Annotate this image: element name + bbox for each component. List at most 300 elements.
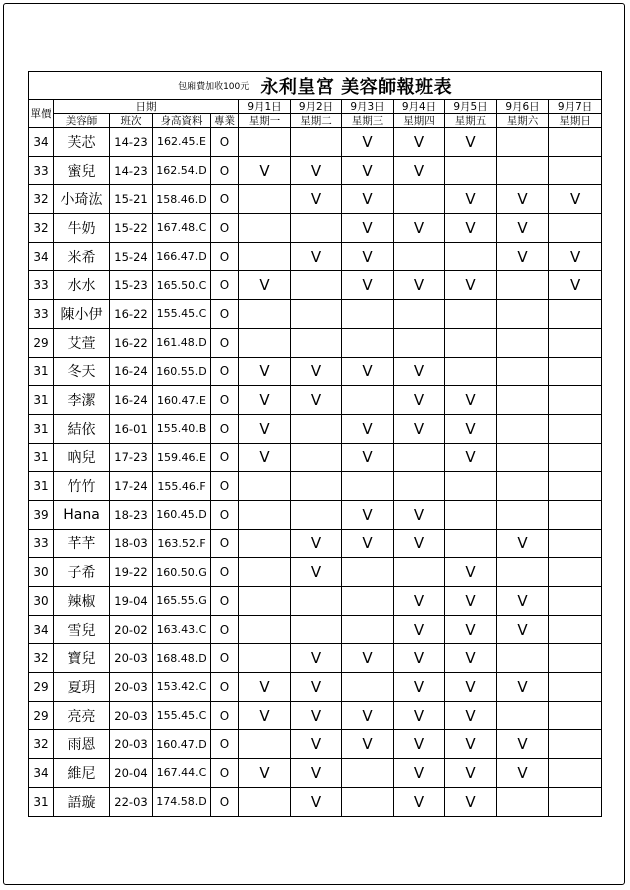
price-cell: 32 [29, 644, 54, 673]
day-mark-cell [291, 271, 342, 300]
day-mark-cell [342, 386, 394, 415]
height-cell: 155.40.B [153, 414, 211, 443]
day-mark-cell: V [394, 615, 445, 644]
name-cell: 芙芯 [54, 128, 110, 157]
day-mark-cell [239, 500, 291, 529]
day-mark-cell [497, 156, 549, 185]
shift-cell: 16-24 [110, 386, 153, 415]
day-mark-cell: V [497, 673, 549, 702]
day-mark-cell: V [394, 156, 445, 185]
pro-header: 專業 [211, 114, 239, 128]
date-header: 9月5日 [445, 100, 497, 114]
day-mark-cell [394, 328, 445, 357]
shift-cell: 20-02 [110, 615, 153, 644]
shift-cell: 14-23 [110, 156, 153, 185]
shift-cell: 19-04 [110, 587, 153, 616]
day-mark-cell: V [291, 529, 342, 558]
name-cell: 亮亮 [54, 701, 110, 730]
date-group-header: 日期 [54, 100, 239, 114]
price-cell: 39 [29, 500, 54, 529]
height-cell: 155.45.C [153, 701, 211, 730]
height-cell: 160.47.D [153, 730, 211, 759]
day-mark-cell: V [239, 357, 291, 386]
room-fee-note: 包廂費加收100元 [178, 82, 250, 92]
price-cell: 31 [29, 472, 54, 501]
day-mark-cell: V [342, 242, 394, 271]
shift-header: 班次 [110, 114, 153, 128]
table-row [29, 472, 602, 501]
day-mark-cell [342, 759, 394, 788]
day-mark-cell [342, 673, 394, 702]
day-mark-cell [549, 759, 602, 788]
pro-cell: O [211, 128, 239, 157]
day-mark-cell: V [394, 644, 445, 673]
pro-cell: O [211, 529, 239, 558]
day-mark-cell [445, 500, 497, 529]
day-mark-cell: V [394, 500, 445, 529]
day-mark-cell: V [445, 615, 497, 644]
day-mark-cell: V [342, 730, 394, 759]
shift-cell: 18-23 [110, 500, 153, 529]
price-cell: 29 [29, 328, 54, 357]
table-row [29, 730, 602, 759]
pro-cell: O [211, 587, 239, 616]
day-mark-cell: V [445, 673, 497, 702]
day-mark-cell [497, 386, 549, 415]
price-cell: 33 [29, 300, 54, 329]
day-mark-cell [291, 414, 342, 443]
height-header: 身高資料 [153, 114, 211, 128]
day-mark-cell [394, 300, 445, 329]
day-mark-cell: V [394, 759, 445, 788]
day-mark-cell: V [239, 271, 291, 300]
day-mark-cell [239, 587, 291, 616]
table-row [29, 242, 602, 271]
day-mark-cell: V [291, 242, 342, 271]
table-row [29, 185, 602, 214]
price-cell: 32 [29, 730, 54, 759]
day-mark-cell: V [445, 787, 497, 816]
day-mark-cell [549, 156, 602, 185]
pro-cell: O [211, 242, 239, 271]
name-cell: 蜜兒 [54, 156, 110, 185]
day-mark-cell: V [445, 730, 497, 759]
day-mark-cell: V [497, 730, 549, 759]
pro-cell: O [211, 759, 239, 788]
price-cell: 31 [29, 357, 54, 386]
name-cell: 米希 [54, 242, 110, 271]
day-mark-cell: V [497, 529, 549, 558]
day-mark-cell: V [394, 787, 445, 816]
day-mark-cell [239, 644, 291, 673]
page-title: 永利皇宮 美容師報班表 [260, 76, 453, 98]
name-cell: 牛奶 [54, 214, 110, 243]
day-mark-cell: V [497, 242, 549, 271]
weekday-header: 星期二 [291, 114, 342, 128]
day-mark-cell: V [445, 701, 497, 730]
table-row [29, 128, 602, 157]
day-mark-cell: V [342, 443, 394, 472]
weekday-header: 星期五 [445, 114, 497, 128]
day-mark-cell: V [497, 587, 549, 616]
day-mark-cell [549, 472, 602, 501]
height-cell: 153.42.C [153, 673, 211, 702]
table-row [29, 357, 602, 386]
table-row [29, 558, 602, 587]
header-row-columns [29, 114, 602, 128]
pro-cell: O [211, 701, 239, 730]
day-mark-cell [239, 787, 291, 816]
day-mark-cell: V [291, 386, 342, 415]
day-mark-cell: V [445, 759, 497, 788]
table-row [29, 615, 602, 644]
day-mark-cell [549, 214, 602, 243]
day-mark-cell: V [342, 644, 394, 673]
day-mark-cell [239, 242, 291, 271]
day-mark-cell: V [239, 673, 291, 702]
day-mark-cell: V [394, 271, 445, 300]
day-mark-cell: V [291, 558, 342, 587]
day-mark-cell: V [239, 759, 291, 788]
pro-cell: O [211, 185, 239, 214]
pro-cell: O [211, 156, 239, 185]
name-cell: 吶兒 [54, 443, 110, 472]
table-row [29, 644, 602, 673]
price-cell: 31 [29, 787, 54, 816]
name-cell: 艾萱 [54, 328, 110, 357]
day-mark-cell [497, 500, 549, 529]
shift-cell: 15-22 [110, 214, 153, 243]
shift-cell: 22-03 [110, 787, 153, 816]
day-mark-cell [445, 242, 497, 271]
day-mark-cell [394, 185, 445, 214]
day-mark-cell [239, 730, 291, 759]
shift-cell: 17-24 [110, 472, 153, 501]
weekday-header: 星期一 [239, 114, 291, 128]
day-mark-cell: V [291, 156, 342, 185]
table-row [29, 386, 602, 415]
day-mark-cell [497, 300, 549, 329]
day-mark-cell [549, 300, 602, 329]
pro-cell: O [211, 443, 239, 472]
day-mark-cell: V [239, 386, 291, 415]
price-cell: 29 [29, 673, 54, 702]
shift-cell: 20-03 [110, 673, 153, 702]
day-mark-cell: V [291, 759, 342, 788]
price-cell: 34 [29, 615, 54, 644]
shift-cell: 15-23 [110, 271, 153, 300]
pro-cell: O [211, 730, 239, 759]
name-cell: 語璇 [54, 787, 110, 816]
height-cell: 161.48.D [153, 328, 211, 357]
day-mark-cell [549, 500, 602, 529]
day-mark-cell: V [342, 214, 394, 243]
day-mark-cell [445, 328, 497, 357]
day-mark-cell [291, 328, 342, 357]
table-row [29, 701, 602, 730]
height-cell: 160.50.G [153, 558, 211, 587]
day-mark-cell: V [291, 787, 342, 816]
shift-cell: 19-22 [110, 558, 153, 587]
day-mark-cell [445, 529, 497, 558]
day-mark-cell: V [445, 443, 497, 472]
day-mark-cell [497, 443, 549, 472]
price-cell: 34 [29, 242, 54, 271]
table-row [29, 529, 602, 558]
day-mark-cell: V [291, 701, 342, 730]
weekday-header: 星期日 [549, 114, 602, 128]
day-mark-cell [549, 615, 602, 644]
day-mark-cell: V [394, 414, 445, 443]
shift-cell: 16-24 [110, 357, 153, 386]
day-mark-cell: V [342, 701, 394, 730]
shift-cell: 20-04 [110, 759, 153, 788]
shift-cell: 15-21 [110, 185, 153, 214]
day-mark-cell [549, 787, 602, 816]
shift-cell: 20-03 [110, 730, 153, 759]
day-mark-cell: V [291, 357, 342, 386]
day-mark-cell: V [291, 644, 342, 673]
date-header: 9月3日 [342, 100, 394, 114]
day-mark-cell [239, 558, 291, 587]
day-mark-cell [445, 357, 497, 386]
name-cell: 冬天 [54, 357, 110, 386]
height-cell: 158.46.D [153, 185, 211, 214]
day-mark-cell [394, 472, 445, 501]
day-mark-cell: V [342, 185, 394, 214]
price-cell: 31 [29, 443, 54, 472]
day-mark-cell: V [342, 156, 394, 185]
table-row [29, 443, 602, 472]
day-mark-cell [239, 328, 291, 357]
price-cell: 32 [29, 214, 54, 243]
day-mark-cell [549, 558, 602, 587]
table-row [29, 500, 602, 529]
day-mark-cell [342, 328, 394, 357]
name-cell: 雪兒 [54, 615, 110, 644]
day-mark-cell [291, 443, 342, 472]
day-mark-cell: V [394, 587, 445, 616]
pro-cell: O [211, 500, 239, 529]
pro-cell: O [211, 787, 239, 816]
name-cell: 辣椒 [54, 587, 110, 616]
pro-cell: O [211, 300, 239, 329]
price-cell: 29 [29, 701, 54, 730]
day-mark-cell: V [239, 156, 291, 185]
name-cell: 李潔 [54, 386, 110, 415]
day-mark-cell [497, 558, 549, 587]
day-mark-cell: V [291, 730, 342, 759]
day-mark-cell [497, 357, 549, 386]
day-mark-cell [394, 558, 445, 587]
day-mark-cell: V [445, 185, 497, 214]
day-mark-cell: V [342, 128, 394, 157]
day-mark-cell [291, 500, 342, 529]
pro-cell: O [211, 414, 239, 443]
day-mark-cell [394, 242, 445, 271]
day-mark-cell: V [445, 558, 497, 587]
table-row [29, 328, 602, 357]
day-mark-cell: V [342, 357, 394, 386]
day-mark-cell [497, 271, 549, 300]
day-mark-cell: V [394, 529, 445, 558]
pro-cell: O [211, 673, 239, 702]
height-cell: 160.47.E [153, 386, 211, 415]
height-cell: 166.47.D [153, 242, 211, 271]
table-row [29, 673, 602, 702]
day-mark-cell [549, 128, 602, 157]
day-mark-cell [549, 701, 602, 730]
day-mark-cell [549, 328, 602, 357]
shift-cell: 15-24 [110, 242, 153, 271]
name-header: 美容師 [54, 114, 110, 128]
day-mark-cell [497, 328, 549, 357]
pro-cell: O [211, 386, 239, 415]
height-cell: 167.44.C [153, 759, 211, 788]
shift-cell: 16-01 [110, 414, 153, 443]
day-mark-cell [239, 214, 291, 243]
name-cell: 小琦汯 [54, 185, 110, 214]
date-header: 9月2日 [291, 100, 342, 114]
weekday-header: 星期六 [497, 114, 549, 128]
weekday-header: 星期三 [342, 114, 394, 128]
pro-cell: O [211, 558, 239, 587]
name-cell: 竹竹 [54, 472, 110, 501]
height-cell: 162.45.E [153, 128, 211, 157]
day-mark-cell [239, 615, 291, 644]
price-cell: 30 [29, 587, 54, 616]
table-row [29, 214, 602, 243]
day-mark-cell: V [445, 128, 497, 157]
price-cell: 30 [29, 558, 54, 587]
day-mark-cell [291, 300, 342, 329]
price-header: 單價 [29, 100, 54, 128]
day-mark-cell [549, 529, 602, 558]
pro-cell: O [211, 328, 239, 357]
table-row [29, 787, 602, 816]
day-mark-cell: V [394, 357, 445, 386]
day-mark-cell [445, 156, 497, 185]
height-cell: 160.55.D [153, 357, 211, 386]
name-cell: 雨恩 [54, 730, 110, 759]
day-mark-cell: V [239, 443, 291, 472]
date-header: 9月6日 [497, 100, 549, 114]
day-mark-cell: V [394, 701, 445, 730]
day-mark-cell [291, 128, 342, 157]
day-mark-cell [497, 787, 549, 816]
height-cell: 168.48.D [153, 644, 211, 673]
day-mark-cell: V [549, 242, 602, 271]
pro-cell: O [211, 271, 239, 300]
table-row [29, 759, 602, 788]
day-mark-cell: V [342, 271, 394, 300]
date-header: 9月1日 [239, 100, 291, 114]
day-mark-cell [239, 472, 291, 501]
height-cell: 163.52.F [153, 529, 211, 558]
day-mark-cell [497, 414, 549, 443]
shift-cell: 17-23 [110, 443, 153, 472]
height-cell: 174.58.D [153, 787, 211, 816]
day-mark-cell [342, 587, 394, 616]
price-cell: 34 [29, 128, 54, 157]
day-mark-cell: V [394, 673, 445, 702]
header-row-dates [29, 100, 602, 114]
day-mark-cell [239, 529, 291, 558]
day-mark-cell: V [497, 759, 549, 788]
height-cell: 155.45.C [153, 300, 211, 329]
name-cell: 陳小伊 [54, 300, 110, 329]
name-cell: 子希 [54, 558, 110, 587]
day-mark-cell: V [497, 185, 549, 214]
day-mark-cell: V [445, 414, 497, 443]
shift-cell: 16-22 [110, 300, 153, 329]
price-cell: 33 [29, 529, 54, 558]
day-mark-cell [394, 443, 445, 472]
price-cell: 34 [29, 759, 54, 788]
day-mark-cell [342, 615, 394, 644]
name-cell: 寶兒 [54, 644, 110, 673]
day-mark-cell [549, 587, 602, 616]
day-mark-cell [497, 128, 549, 157]
price-cell: 32 [29, 185, 54, 214]
height-cell: 165.55.G [153, 587, 211, 616]
day-mark-cell [239, 300, 291, 329]
name-cell: 水水 [54, 271, 110, 300]
day-mark-cell [549, 414, 602, 443]
day-mark-cell: V [342, 414, 394, 443]
table-row [29, 587, 602, 616]
height-cell: 155.46.F [153, 472, 211, 501]
schedule-table [28, 71, 602, 817]
pro-cell: O [211, 615, 239, 644]
day-mark-cell: V [291, 673, 342, 702]
price-cell: 33 [29, 156, 54, 185]
day-mark-cell [497, 701, 549, 730]
price-cell: 31 [29, 386, 54, 415]
day-mark-cell [497, 472, 549, 501]
pro-cell: O [211, 644, 239, 673]
day-mark-cell: V [445, 644, 497, 673]
height-cell: 162.54.D [153, 156, 211, 185]
day-mark-cell [497, 644, 549, 673]
day-mark-cell: V [394, 128, 445, 157]
day-mark-cell: V [445, 386, 497, 415]
day-mark-cell: V [342, 500, 394, 529]
day-mark-cell [549, 644, 602, 673]
shift-cell: 20-03 [110, 701, 153, 730]
day-mark-cell [549, 443, 602, 472]
day-mark-cell [239, 128, 291, 157]
height-cell: 160.45.D [153, 500, 211, 529]
day-mark-cell [549, 357, 602, 386]
height-cell: 167.48.C [153, 214, 211, 243]
date-header: 9月7日 [549, 100, 602, 114]
pro-cell: O [211, 472, 239, 501]
table-row [29, 156, 602, 185]
day-mark-cell [445, 300, 497, 329]
day-mark-cell: V [342, 529, 394, 558]
shift-cell: 16-22 [110, 328, 153, 357]
pro-cell: O [211, 214, 239, 243]
name-cell: 芊芊 [54, 529, 110, 558]
height-cell: 163.43.C [153, 615, 211, 644]
day-mark-cell [549, 386, 602, 415]
day-mark-cell: V [445, 271, 497, 300]
day-mark-cell: V [394, 214, 445, 243]
name-cell: 夏玥 [54, 673, 110, 702]
day-mark-cell [549, 673, 602, 702]
date-header: 9月4日 [394, 100, 445, 114]
